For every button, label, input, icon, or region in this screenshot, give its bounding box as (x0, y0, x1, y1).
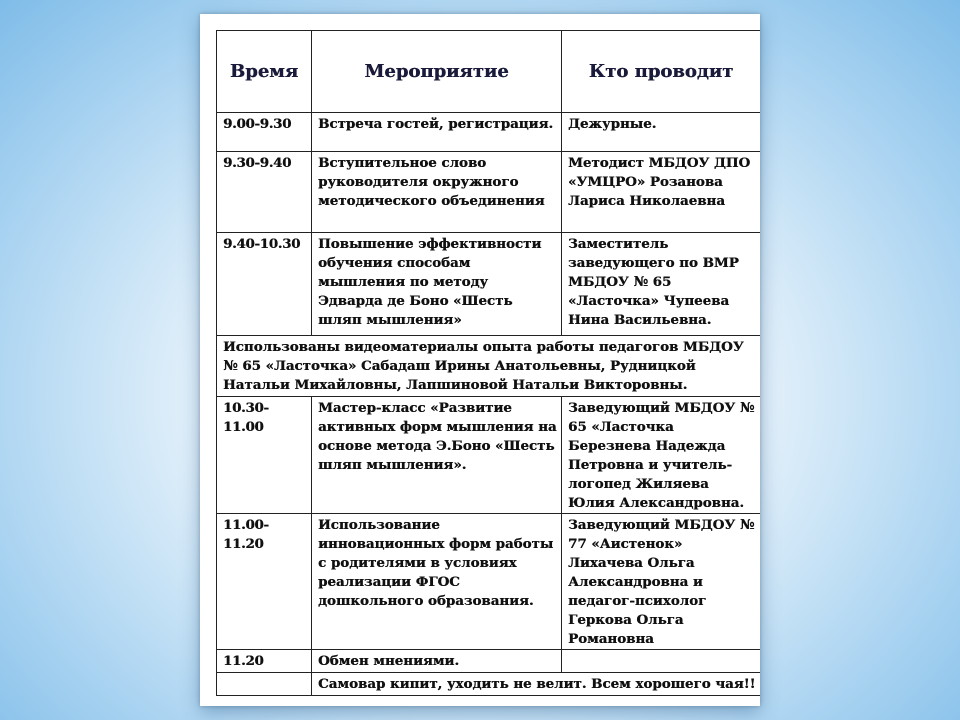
header-time: Время (217, 31, 312, 113)
time-cell (217, 673, 312, 696)
event-cell: Обмен мнениями. (312, 650, 562, 673)
table-row (217, 233, 761, 336)
event-cell: Встреча гостей, регистрация. (312, 113, 562, 152)
time-cell: 9.00-9.30 (217, 113, 312, 152)
schedule-table (216, 30, 760, 696)
table-row (217, 397, 761, 514)
table-header-row (217, 31, 761, 113)
time-cell: 9.40-10.30 (217, 233, 312, 336)
host-cell (562, 650, 761, 673)
host-cell: Заведующий МБДОУ № 65 «Ласточка Березнева Надежда Петровна и учитель-логопед Жиляева Юлия Александровна. (562, 397, 761, 514)
time-cell: 9.30-9.40 (217, 152, 312, 233)
time-cell: 10.30-11.00 (217, 397, 312, 514)
table-row-closing (217, 673, 761, 696)
header-host: Кто проводит (562, 31, 761, 113)
host-cell: Заместитель заведующего по ВМР МБДОУ № 65 «Ласточка» Чупеева Нина Васильевна. (562, 233, 761, 336)
event-cell: Мастер-класс «Развитие активных форм мышления на основе метода Э.Боно «Шесть шляп мышления». (312, 397, 562, 514)
table-row-note (217, 336, 761, 397)
host-cell: Заведующий МБДОУ № 77 «Аистенок» Лихачева Ольга Александровна и педагог-психолог Геркова Ольга Романовна (562, 514, 761, 650)
table-row (217, 514, 761, 650)
slide-card (200, 14, 760, 706)
time-cell: 11.00-11.20 (217, 514, 312, 650)
table-row (217, 113, 761, 152)
host-cell: Методист МБДОУ ДПО «УМЦРО» Розанова Лариса Николаевна (562, 152, 761, 233)
event-cell: Использование инновационных форм работы с родителями в условиях реализации ФГОС дошкольного образования. (312, 514, 562, 650)
closing-cell: Самовар кипит, уходить не велит. Всем хорошего чая!! (312, 673, 761, 696)
header-event: Мероприятие (312, 31, 562, 113)
note-cell: Использованы видеоматериалы опыта работы педагогов МБДОУ № 65 «Ласточка» Сабадаш Ирины Анатольевны, Рудницкой Натальи Михайловны, Лапшиновой Натальи Викторовны. (217, 336, 761, 397)
event-cell: Вступительное слово руководителя окружного методического объединения (312, 152, 562, 233)
time-cell: 11.20 (217, 650, 312, 673)
host-cell: Дежурные. (562, 113, 761, 152)
table-row (217, 650, 761, 673)
table-row (217, 152, 761, 233)
event-cell: Повышение эффективности обучения способам мышления по методу Эдварда де Боно «Шесть шляп мышления» (312, 233, 562, 336)
